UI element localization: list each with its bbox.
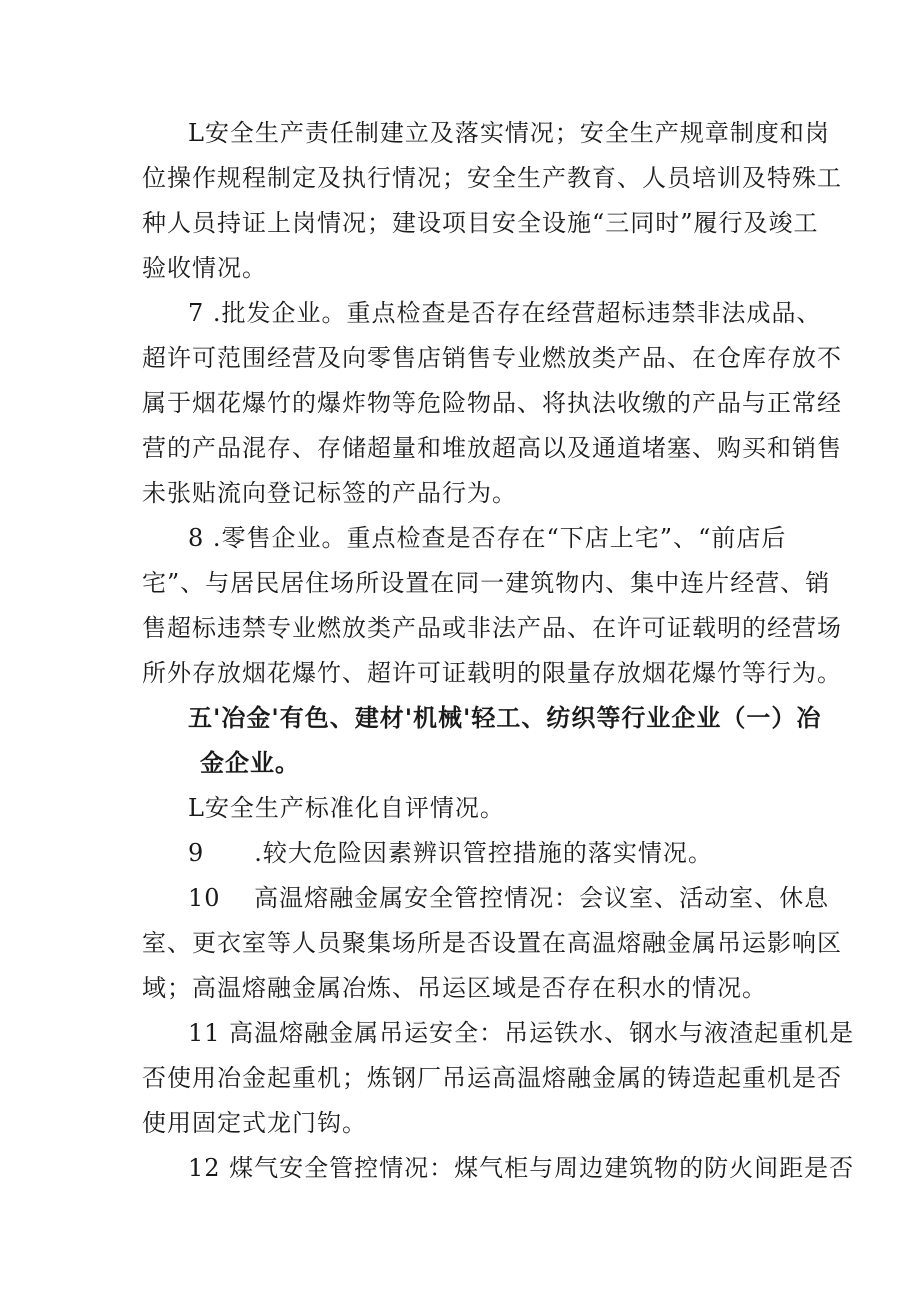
text-line: L安全生产标准化自评情况。 (188, 794, 505, 822)
text-line: 超许可范围经营及向零售店销售专业燃放类产品、在仓库存放不 (142, 344, 842, 372)
text-line: 7 .批发企业。重点检查是否存在经营超标违禁非法成品、 (188, 299, 822, 327)
text-line: 否使用冶金起重机；炼钢厂吊运高温熔融金属的铸造起重机是否 (142, 1064, 842, 1092)
text-line: 域；高温熔融金属冶炼、吊运区域是否存在积水的情况。 (142, 974, 767, 1002)
heading-line: 金企业。 (200, 749, 300, 777)
heading-line: 五'冶金'有色、建材'机械'轻工、纺织等行业企业（一）冶 (188, 704, 822, 732)
text-line: L安全生产责任制建立及落实情况；安全生产规章制度和岗 (188, 119, 830, 147)
text-line: 售超标违禁专业燃放类产品或非法产品、在许可证载明的经营场 (142, 614, 842, 642)
text-line: 10 高温熔融金属安全管控情况：会议室、活动室、休息 (188, 884, 830, 912)
text-line: 位操作规程制定及执行情况；安全生产教育、人员培训及特殊工 (142, 164, 842, 192)
text-line: 12 煤气安全管控情况：煤气柜与周边建筑物的防火间距是否 (188, 1154, 855, 1182)
text-line: 所外存放烟花爆竹、超许可证载明的限量存放烟花爆竹等行为。 (142, 659, 842, 687)
text-line: 验收情况。 (142, 254, 267, 282)
text-line: 营的产品混存、存储超量和堆放超高以及通道堵塞、购买和销售 (142, 434, 842, 462)
text-line: 属于烟花爆竹的爆炸物等危险物品、将执法收缴的产品与正常经 (142, 389, 842, 417)
text-line: 11 高温熔融金属吊运安全：吊运铁水、钢水与液渣起重机是 (188, 1019, 855, 1047)
text-line: 8 .零售企业。重点检查是否存在“下店上宅”、“前店后 (188, 524, 787, 552)
text-line: 种人员持证上岗情况；建设项目安全设施“三同时”履行及竣工 (142, 209, 819, 237)
text-line: 室、更衣室等人员聚集场所是否设置在高温熔融金属吊运影响区 (142, 929, 842, 957)
text-line: 宅”、与居民居住场所设置在同一建筑物内、集中连片经营、销 (142, 569, 831, 597)
text-line: 未张贴流向登记标签的产品行为。 (142, 479, 517, 507)
text-line: 使用固定式龙门钩。 (142, 1109, 367, 1137)
text-line: 9 .较大危险因素辨识管控措施的落实情况。 (188, 839, 713, 867)
